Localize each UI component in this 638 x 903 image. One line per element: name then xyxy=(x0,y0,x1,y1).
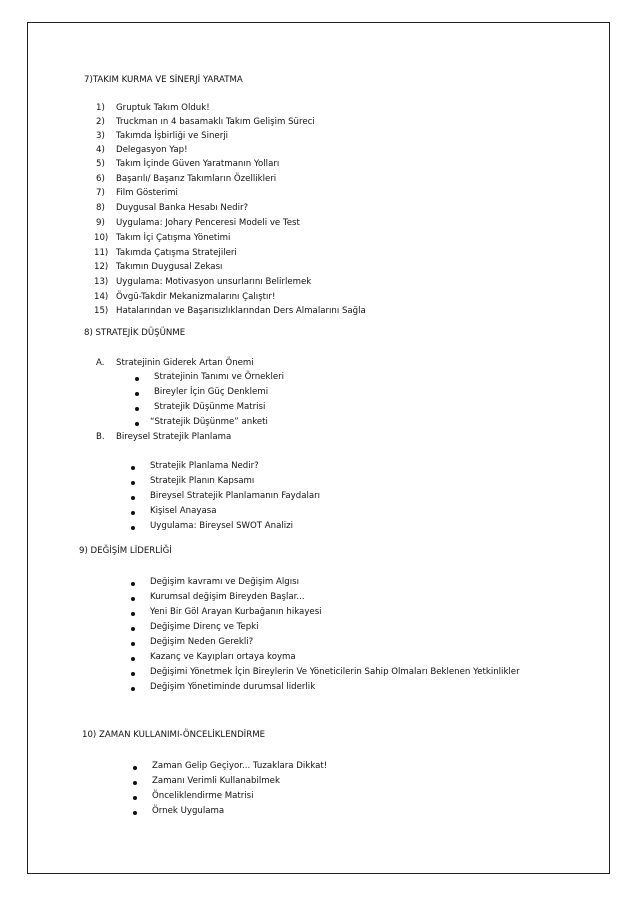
bullet-icon xyxy=(131,526,135,530)
list-item-number: 15) xyxy=(94,306,109,316)
list-item-number: 5) xyxy=(96,159,105,169)
list-item: Takımda Çatışma Stratejileri xyxy=(116,248,237,258)
list-item: Kişisel Anayasa xyxy=(150,506,217,516)
bullet-icon xyxy=(131,466,135,470)
list-item: Duygusal Banka Hesabı Nedir? xyxy=(116,203,249,213)
list-item-number: 14) xyxy=(94,292,109,302)
list-item-number: 9) xyxy=(96,218,105,228)
list-item-number: 7) xyxy=(96,188,105,198)
list-item: Bireyler İçin Güç Denklemi xyxy=(154,387,269,397)
sub-heading-letter: B. xyxy=(96,432,105,442)
bullet-icon xyxy=(133,766,137,770)
bullet-icon xyxy=(131,496,135,500)
list-item: Bireysel Stratejik Planlamanın Faydaları xyxy=(150,491,321,501)
list-item-number: 4) xyxy=(96,145,105,155)
page-frame xyxy=(27,22,610,874)
bullet-icon xyxy=(131,582,135,586)
list-item: Değişim Yönetiminde durumsal liderlik xyxy=(150,682,316,692)
list-item: Kazanç ve Kayıpları ortaya koyma xyxy=(150,652,296,662)
list-item-number: 2) xyxy=(96,117,105,127)
bullet-icon xyxy=(131,657,135,661)
list-item: Zaman Gelip Geçiyor... Tuzaklara Dikkat! xyxy=(152,761,328,771)
list-item: Değişim Neden Gerekli? xyxy=(150,637,254,647)
sub-heading: Stratejinin Giderek Artan Önemi xyxy=(116,358,254,368)
list-item-number: 11) xyxy=(94,248,109,258)
bullet-icon xyxy=(131,612,135,616)
list-item: Takımda İşbirliği ve Sinerji xyxy=(116,131,229,141)
list-item: Uygulama: Johary Penceresi Modeli ve Test xyxy=(116,218,300,228)
sub-heading-letter: A. xyxy=(96,358,105,368)
list-item: Stratejinin Tanımı ve Örnekleri xyxy=(154,372,285,382)
list-item: Övgü-Takdir Mekanizmalarını Çalıştır! xyxy=(116,292,276,302)
bullet-icon xyxy=(131,511,135,515)
list-item: Takımın Duygusal Zekası xyxy=(116,262,223,272)
bullet-icon xyxy=(131,642,135,646)
list-item-number: 13) xyxy=(94,277,109,287)
list-item: Kurumsal değişim Bireyden Başlar... xyxy=(150,592,305,602)
list-item: Truckman ın 4 basamaklı Takım Gelişim Süreci xyxy=(116,117,315,127)
list-item-number: 12) xyxy=(94,262,109,272)
bullet-icon xyxy=(131,627,135,631)
list-item: Stratejik Düşünme Matrisi xyxy=(154,402,266,412)
list-item: Hatalarından ve Başarısızlıklarından Ders Almalarını Sağla xyxy=(116,306,366,316)
list-item-number: 8) xyxy=(96,203,105,213)
list-item: Uygulama: Bireysel SWOT Analizi xyxy=(150,521,294,531)
list-item: Başarılı/ Başarız Takımların Özellikleri xyxy=(116,174,277,184)
section-10-heading: 10) ZAMAN KULLANIMI-ÖNCELİKLENDİRME xyxy=(82,730,266,740)
sub-heading: Bireysel Stratejik Planlama xyxy=(116,432,232,442)
bullet-icon xyxy=(133,781,137,785)
bullet-icon xyxy=(135,392,139,396)
section-9-heading: 9) DEĞİŞİM LİDERLİĞİ xyxy=(79,546,172,556)
list-item: Zamanı Verimli Kullanabilmek xyxy=(152,776,280,786)
bullet-icon xyxy=(135,407,139,411)
list-item: Değişimi Yönetmek İçin Bireylerin Ve Yöneticilerin Sahip Olmaları Beklenen Yetkinlikler xyxy=(150,667,520,677)
bullet-icon xyxy=(131,687,135,691)
bullet-icon xyxy=(135,422,139,426)
list-item-number: 6) xyxy=(96,174,105,184)
list-item: “Stratejik Düşünme” anketi xyxy=(150,417,268,427)
list-item: Takım İçinde Güven Yaratmanın Yolları xyxy=(116,159,280,169)
list-item: Örnek Uygulama xyxy=(152,806,225,816)
list-item: Takım İçi Çatışma Yönetimi xyxy=(116,233,231,243)
list-item: Uygulama: Motivasyon unsurlarını Belirlemek xyxy=(116,277,312,287)
list-item: Delegasyon Yap! xyxy=(116,145,188,155)
list-item: Değişime Direnç ve Tepki xyxy=(150,622,259,632)
list-item: Film Gösterimi xyxy=(116,188,178,198)
list-item: Değişim kavramı ve Değişim Algısı xyxy=(150,577,299,587)
bullet-icon xyxy=(131,672,135,676)
list-item-number: 1) xyxy=(96,103,105,113)
section-7-heading: 7)TAKIM KURMA VE SİNERJİ YARATMA xyxy=(84,75,243,85)
list-item: Stratejik Planın Kapsamı xyxy=(150,476,255,486)
list-item: Önceliklendirme Matrisi xyxy=(152,791,254,801)
bullet-icon xyxy=(131,481,135,485)
list-item-number: 10) xyxy=(94,233,109,243)
section-8-heading: 8) STRATEJİK DÜŞÜNME xyxy=(84,328,186,338)
bullet-icon xyxy=(135,377,139,381)
bullet-icon xyxy=(131,597,135,601)
bullet-icon xyxy=(133,796,137,800)
bullet-icon xyxy=(133,811,137,815)
list-item-number: 3) xyxy=(96,131,105,141)
list-item: Gruptuk Takım Olduk! xyxy=(116,103,210,113)
list-item: Stratejik Planlama Nedir? xyxy=(150,461,259,471)
list-item: Yeni Bir Göl Arayan Kurbağanın hikayesi xyxy=(150,607,322,617)
